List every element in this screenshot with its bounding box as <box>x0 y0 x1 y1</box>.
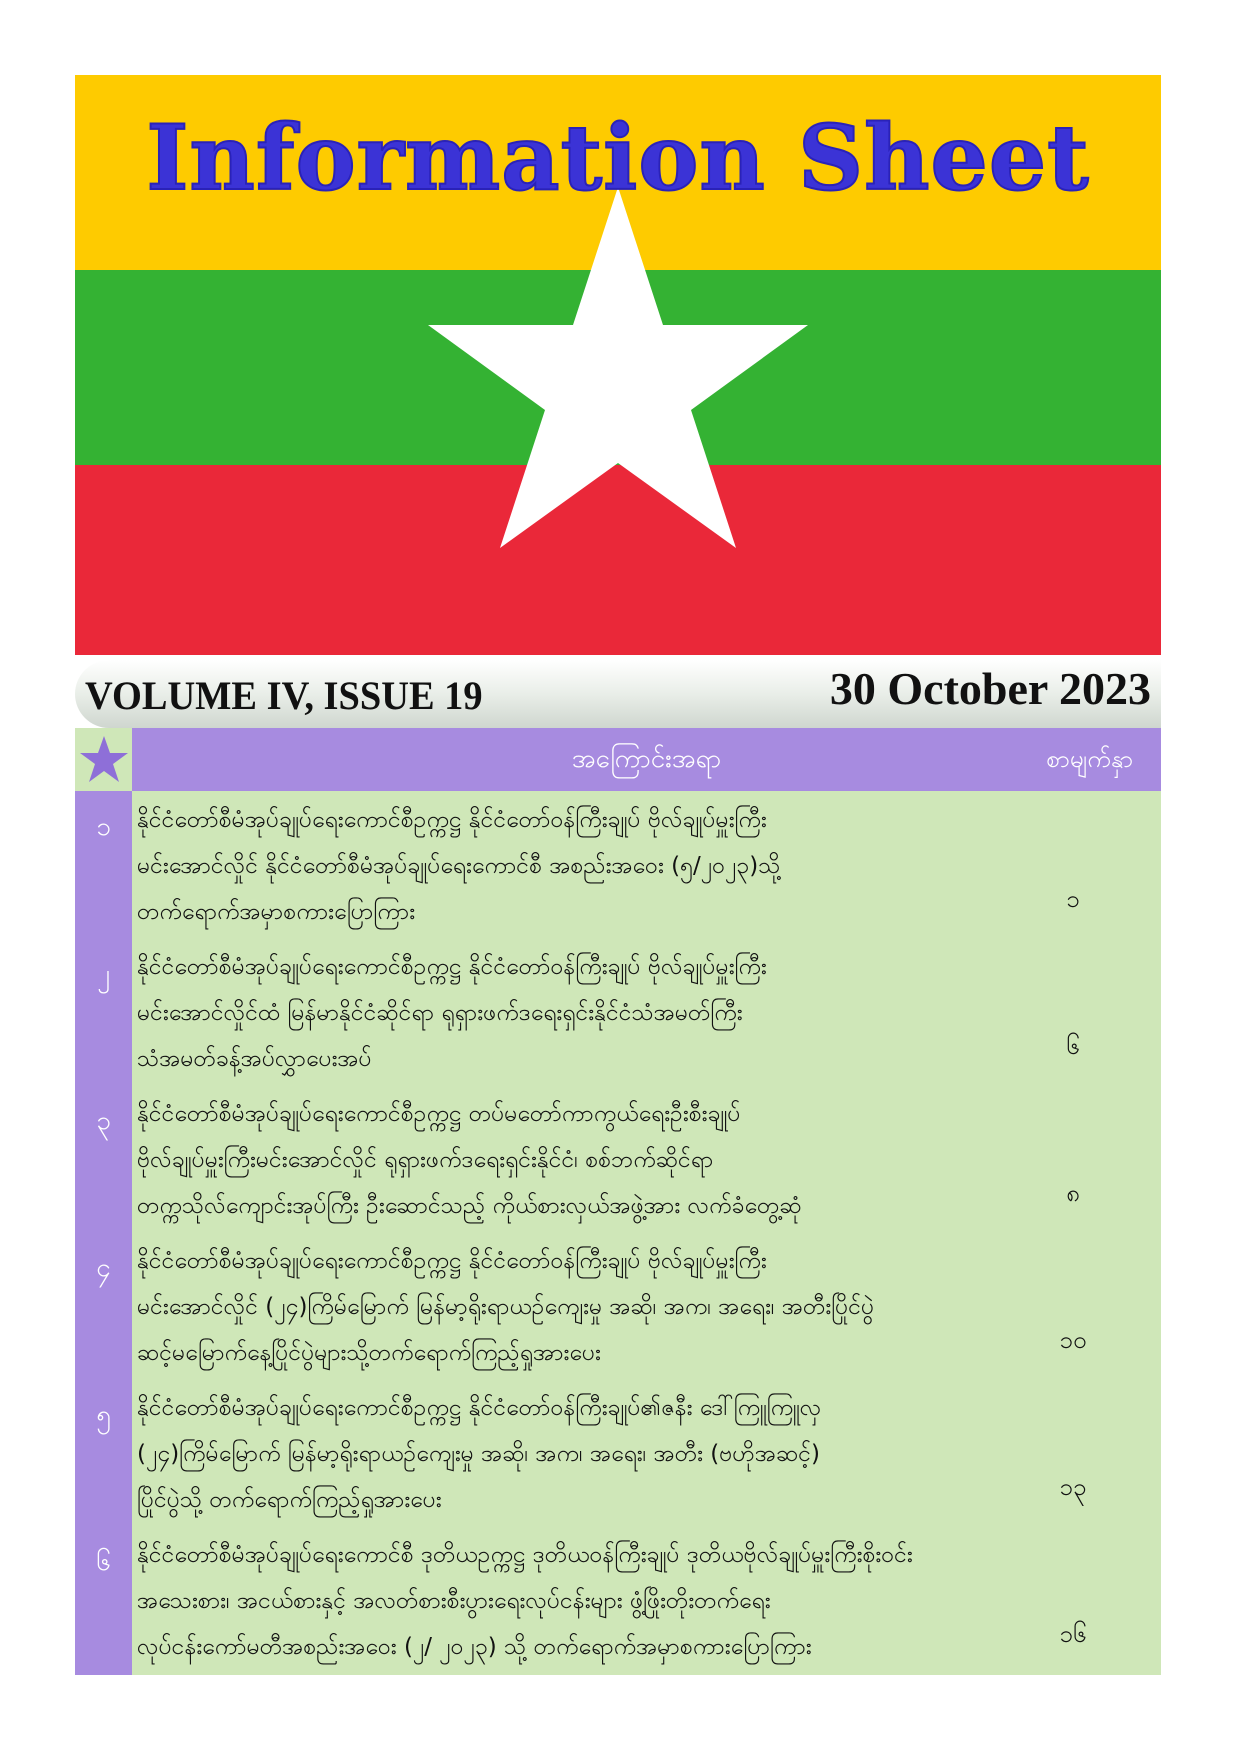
table-row <box>75 1379 1161 1526</box>
entry-line: (၂၄)ကြိမ်မြောက် မြန်မာ့ရိုးရာယဉ်ကျေးမှု အဆို၊ အက၊ အရေး၊ အတီး (ဗဟိုအဆင့်) <box>137 1441 820 1467</box>
entry-line: အသေးစား၊ အငယ်စားနှင့် အလတ်စားစီးပွားရေးလုပ်ငန်းများ ဖွံ့ဖြိုးတိုးတက်ရေး <box>137 1588 771 1614</box>
entry-line: ပြိုင်ပွဲသို့ တက်ရောက်ကြည့်ရှုအားပေး <box>137 1487 442 1513</box>
entry-line: နိုင်ငံတော်စီမံအုပ်ချုပ်ရေးကောင်စီဥက္ကဋ္ဌ တပ်မတော်ကာကွယ်ရေးဦးစီးချုပ် <box>137 1101 741 1127</box>
row-entry <box>137 944 1037 1082</box>
row-number: ၂ <box>97 959 110 989</box>
row-entry <box>137 1238 1037 1376</box>
row-page-number: ၁၆ <box>1059 1620 1087 1648</box>
entry-line: မင်းအောင်လှိုင်ထံ မြန်မာနိုင်ငံဆိုင်ရာ ရုရှားဖက်ဒရေးရှင်းနိုင်ငံသံအမတ်ကြီး <box>137 1000 743 1026</box>
entry-line: နိုင်ငံတော်စီမံအုပ်ချုပ်ရေးကောင်စီဥက္ကဋ္ဌ နိုင်ငံတော်ဝန်ကြီးချုပ် ဗိုလ်ချုပ်မှူးကြီး <box>137 1248 767 1274</box>
volume-issue: VOLUME IV, ISSUE 19 <box>85 673 483 718</box>
row-number: ၃ <box>96 1106 111 1136</box>
issue-date: 30 October 2023 <box>829 663 1151 714</box>
row-page-number: ၁၃ <box>1059 1473 1087 1501</box>
entry-line: ဆင့်မမြောက်နေ့ပြိုင်ပွဲများသို့တက်ရောက်ကြည့်ရှုအားပေး <box>137 1340 601 1366</box>
toc-body <box>75 791 1161 1675</box>
toc-header-star-cell <box>75 728 132 791</box>
table-row <box>75 1085 1161 1232</box>
row-number: ၄ <box>96 1253 111 1283</box>
row-page-number: ၁၀ <box>1059 1326 1087 1354</box>
row-number: ၆ <box>96 1547 111 1577</box>
star-icon <box>79 734 129 784</box>
row-page-number: ၈ <box>1066 1179 1080 1207</box>
toc-header-title: အကြောင်းအရာ <box>571 744 722 774</box>
table-row <box>75 938 1161 1085</box>
toc-header <box>75 728 1161 791</box>
table-of-contents <box>75 728 1161 1675</box>
page-title: Information Sheet <box>146 105 1090 211</box>
row-page-number: ၁ <box>1066 885 1080 913</box>
entry-line: သံအမတ်ခန့်အပ်လွှာပေးအပ် <box>137 1046 372 1072</box>
row-page-number: ၆ <box>1066 1032 1080 1060</box>
entry-line: ဗိုလ်ချုပ်မှူးကြီးမင်းအောင်လှိုင် ရုရှားဖက်ဒရေးရှင်းနိုင်ငံ၊ စစ်ဘက်ဆိုင်ရာ <box>137 1147 714 1173</box>
entry-line: လုပ်ငန်းကော်မတီအစည်းအဝေး (၂/ ၂၀၂၃) သို့ တက်ရောက်အမှာစကားပြောကြား <box>137 1634 812 1660</box>
table-row <box>75 1526 1161 1673</box>
table-row <box>75 791 1161 938</box>
row-number: ၁ <box>96 812 111 842</box>
issue-bar <box>75 660 1161 728</box>
entry-line: နိုင်ငံတော်စီမံအုပ်ချုပ်ရေးကောင်စီဥက္ကဋ္ဌ နိုင်ငံတော်ဝန်ကြီးချုပ် ဗိုလ်ချုပ်မှူးကြီး <box>137 954 767 980</box>
toc-header-bar <box>132 728 1161 791</box>
toc-header-page: စာမျက်နှာ <box>1046 745 1133 773</box>
row-entry <box>137 1532 1037 1670</box>
entry-line: မင်းအောင်လှိုင် နိုင်ငံတော်စီမံအုပ်ချုပ်ရေးကောင်စီ အစည်းအဝေး (၅/၂၀၂၃)သို့ <box>137 853 781 879</box>
entry-line: နိုင်ငံတော်စီမံအုပ်ချုပ်ရေးကောင်စီဥက္ကဋ္ဌ နိုင်ငံတော်ဝန်ကြီးချုပ်၏ဇနီး ဒေါ်ကြူကြူလှ <box>137 1395 822 1421</box>
entry-line: နိုင်ငံတော်စီမံအုပ်ချုပ်ရေးကောင်စီ ဒုတိယဥက္ကဋ္ဌ ဒုတိယဝန်ကြီးချုပ် ဒုတိယဗိုလ်ချုပ်မှူးကြီးစိုးဝင်း <box>137 1542 913 1568</box>
row-entry <box>137 1091 1037 1229</box>
table-row <box>75 1232 1161 1379</box>
row-number: ၅ <box>96 1400 111 1430</box>
entry-line: တက်ရောက်အမှာစကားပြောကြား <box>137 899 416 925</box>
entry-line: တက္ကသိုလ်ကျောင်းအုပ်ကြီး ဦးဆောင်သည့် ကိုယ်စားလှယ်အဖွဲ့အား လက်ခံတွေ့ဆုံ <box>137 1193 802 1219</box>
flag-banner <box>75 75 1161 655</box>
row-entry <box>137 1385 1037 1523</box>
entry-line: နိုင်ငံတော်စီမံအုပ်ချုပ်ရေးကောင်စီဥက္ကဋ္ဌ နိုင်ငံတော်ဝန်ကြီးချုပ် ဗိုလ်ချုပ်မှူးကြီး <box>137 807 767 833</box>
entry-line: မင်းအောင်လှိုင် (၂၄)ကြိမ်မြောက် မြန်မာ့ရိုးရာယဉ်ကျေးမှု အဆို၊ အက၊ အရေး၊ အတီးပြိုင်ပွဲ <box>137 1294 875 1320</box>
row-entry <box>137 797 1037 935</box>
